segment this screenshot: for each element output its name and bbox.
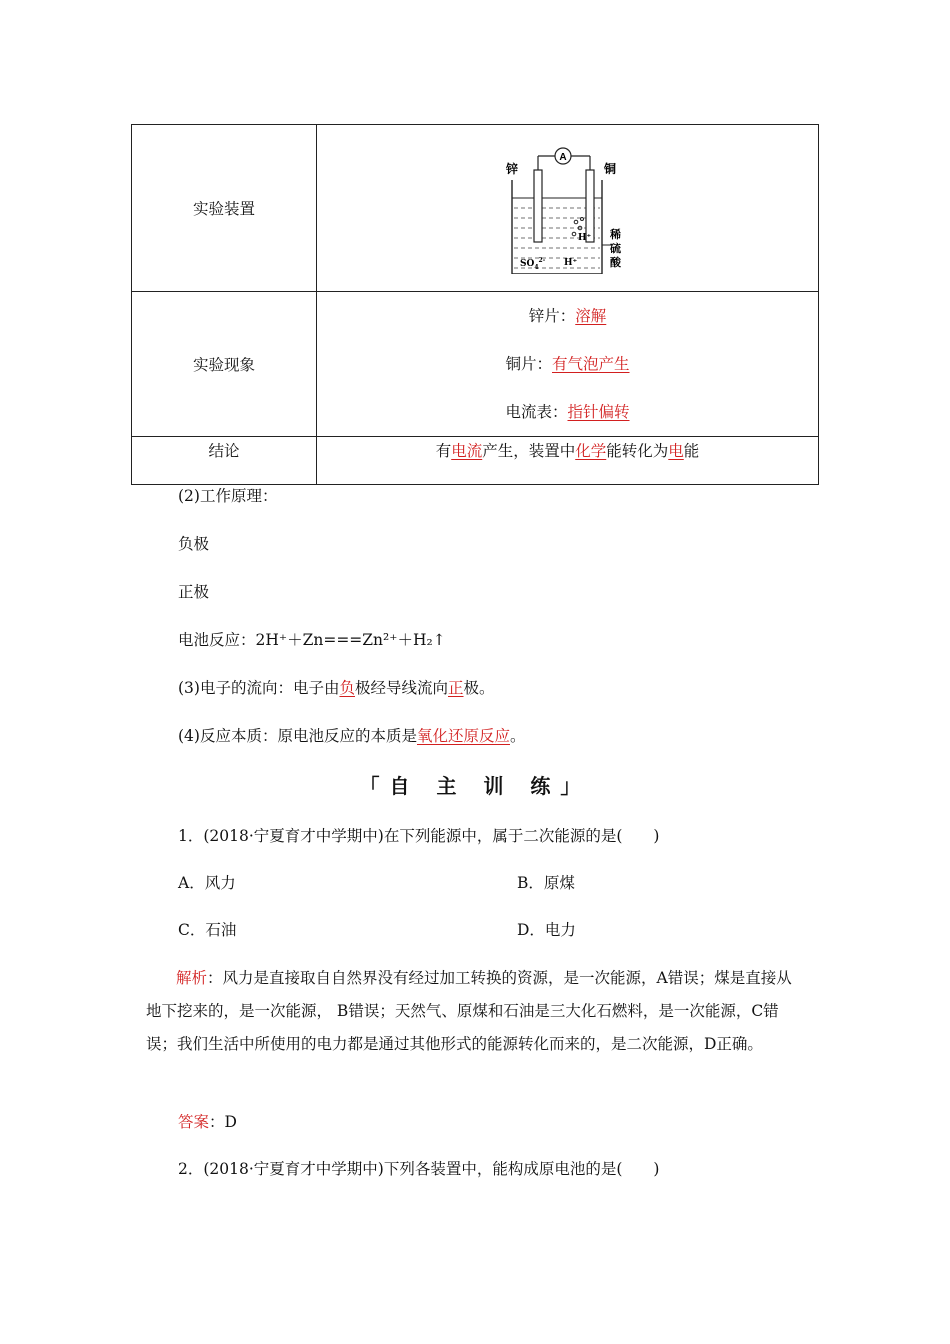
conclusion-text-2: 产生，装置中 — [482, 442, 576, 460]
reaction-essence-suffix: 。 — [509, 727, 526, 745]
zinc-label: 锌 — [505, 162, 518, 176]
q1-analysis-text: ：风力是直接取自自然界没有经过加工转换的资源，是一次能源，A错误；煤是直接从地下挖来的，是一次能源， B错误；天然气、原煤和石油是三大化石燃料，是一次能源，C错误；我们生活中所使用的电力都是通过其他形式的能源转化而来的，是二次能源，D正确。 — [146, 969, 792, 1053]
q1-option-c: C．石油 — [178, 921, 237, 939]
q2-stem: 2．(2018·宁夏育才中学期中)下列各装置中，能构成原电池的是( ) — [178, 1160, 660, 1178]
acid-label-2: 硫 — [609, 242, 621, 255]
ammeter-label: A — [558, 152, 567, 163]
row-label-apparatus: 实验装置 — [132, 125, 317, 292]
copper-label: 铜 — [603, 162, 616, 176]
electron-flow-answer-1: 负 — [339, 679, 355, 697]
q1-answer — [178, 1110, 237, 1132]
electron-flow-text-2: 极经导线流向 — [354, 679, 448, 697]
conclusion-text-3: 能转化为 — [606, 442, 669, 460]
positive-electrode: 正极 — [178, 583, 210, 601]
zinc-phenomenon — [317, 292, 818, 340]
conclusion-answer-1: 电流 — [451, 442, 483, 460]
electron-flow-answer-2: 正 — [448, 679, 464, 697]
principle-heading: (2)工作原理： — [178, 487, 278, 505]
electron-flow — [178, 676, 495, 698]
electron-flow-text-1: (3)电子的流向：电子由 — [178, 679, 340, 697]
q1-analysis — [146, 962, 806, 1061]
zinc-electrode — [534, 170, 542, 242]
q1-answer-text: ：D — [209, 1113, 237, 1131]
electron-flow-text-3: 极。 — [463, 679, 495, 697]
row-label-conclusion: 结论 — [132, 437, 317, 485]
q1-stem: 1．(2018·宁夏育才中学期中)在下列能源中，属于二次能源的是( ) — [178, 827, 660, 845]
acid-label-1: 稀 — [609, 228, 621, 241]
copper-phenomenon — [317, 340, 818, 388]
ammeter-phenomenon — [317, 388, 818, 436]
reaction-essence — [178, 724, 526, 746]
cell-reaction-equation: 2H⁺＋Zn===Zn²⁺＋H₂↑ — [255, 631, 446, 649]
q1-option-d: D．电力 — [517, 921, 576, 939]
cell-reaction-label: 电池反应： — [178, 631, 256, 649]
ammeter-phenomenon-value: 指针偏转 — [567, 403, 630, 421]
zinc-phenomenon-value: 溶解 — [575, 307, 607, 325]
q1-answer-label: 答案 — [178, 1113, 210, 1131]
copper-phenomenon-label: 铜片： — [505, 355, 552, 373]
apparatus-cell — [317, 125, 819, 292]
conclusion-text-4: 能 — [683, 442, 700, 460]
copper-phenomenon-value: 有气泡产生 — [552, 355, 630, 373]
section-title: 「自 主 训 练」 — [359, 774, 591, 798]
cell-reaction — [178, 628, 446, 650]
galvanic-cell-diagram — [498, 142, 638, 274]
h-ion-label-1: H⁺ — [577, 233, 591, 243]
negative-electrode: 负极 — [178, 535, 210, 553]
row-label-phenomena: 实验现象 — [132, 292, 317, 437]
acid-label-3: 酸 — [609, 256, 621, 269]
conclusion-answer-2: 化学 — [575, 442, 607, 460]
h-ion-label-2: H⁺ — [563, 258, 577, 268]
conclusion-answer-3: 电 — [668, 442, 684, 460]
zinc-phenomenon-label: 锌片： — [528, 307, 576, 325]
ammeter-phenomenon-label: 电流表： — [505, 403, 568, 421]
q1-option-a: A．风力 — [178, 874, 236, 892]
q1-option-b: B．原煤 — [517, 874, 575, 892]
phenomena-cell — [317, 292, 819, 437]
q1-analysis-label: 解析 — [176, 969, 208, 987]
conclusion-cell — [317, 437, 819, 485]
copper-electrode — [586, 170, 594, 242]
so4-label: $SO_4^{2-}$ — [519, 257, 545, 271]
reaction-essence-answer: 氧化还原反应 — [416, 727, 510, 745]
conclusion-text-1: 有 — [435, 442, 452, 460]
experiment-table — [131, 124, 819, 485]
reaction-essence-text: (4)反应本质：原电池反应的本质是 — [178, 727, 417, 745]
